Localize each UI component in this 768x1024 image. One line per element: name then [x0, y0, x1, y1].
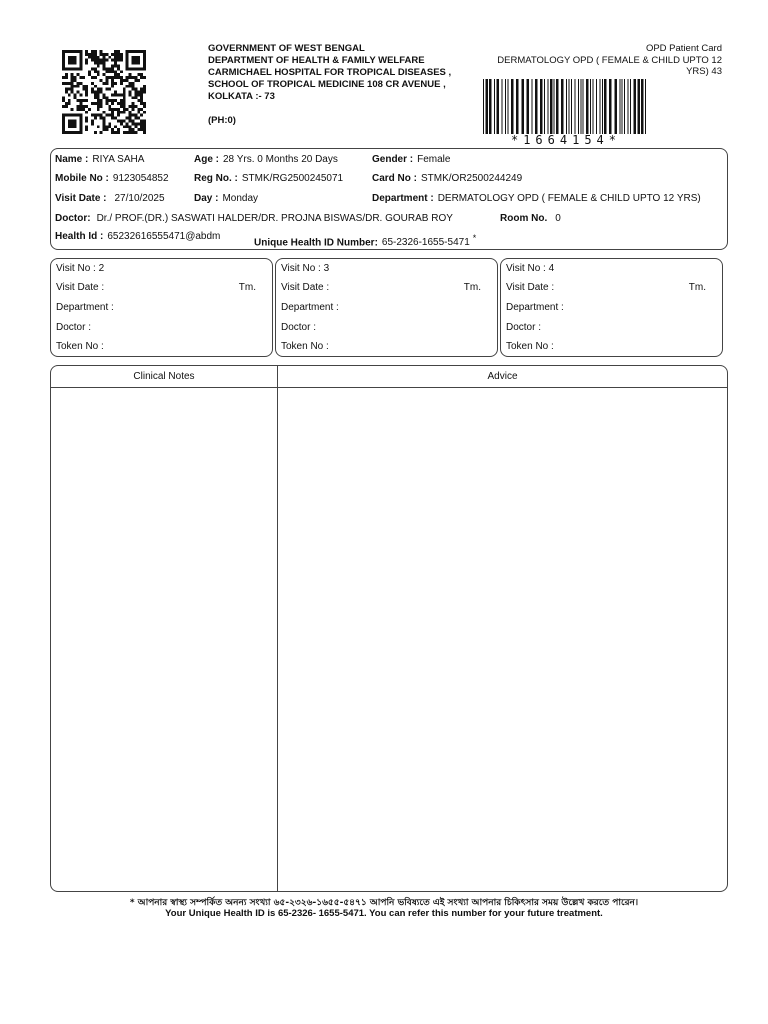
visit-date-row — [56, 282, 256, 293]
header-line: KOLKATA :- 73 — [208, 91, 275, 102]
barcode-bar — [580, 79, 581, 134]
patient-name: RIYA SAHA — [92, 154, 145, 165]
barcode-bar — [634, 79, 637, 134]
uhid-mark: * — [472, 233, 477, 243]
barcode-bar — [497, 79, 500, 134]
visit-box-2 — [50, 258, 273, 357]
advice-heading: Advice — [487, 371, 518, 382]
barcode-bar — [505, 79, 506, 134]
reg-label: Reg No. : — [194, 173, 238, 184]
barcode-bar — [540, 79, 543, 134]
visit-time: Tm. — [463, 282, 481, 293]
patient-uhid: 65-2326-1655-5471 — [381, 237, 470, 249]
notes-column-divider — [277, 366, 278, 891]
footer-english: Your Unique Health ID is 65-2326- 1655-5471. You can refer this number for your future treatment. — [165, 908, 603, 919]
barcode-bar — [554, 79, 555, 134]
age-label: Age : — [194, 154, 219, 165]
barcode-bar — [637, 79, 640, 134]
health-id-label: Health Id : — [55, 231, 104, 242]
barcode-bar — [614, 79, 617, 134]
hospital-header — [208, 43, 478, 127]
barcode-bar — [624, 79, 625, 134]
barcode-bar — [641, 79, 644, 134]
room-field — [500, 213, 561, 224]
visit-date-field — [55, 193, 165, 204]
card-field — [372, 173, 522, 184]
barcode-bar — [586, 79, 589, 134]
day-field — [194, 193, 258, 204]
barcode-bar — [494, 79, 495, 134]
mobile-label: Mobile No : — [55, 173, 109, 184]
barcode-bar — [548, 79, 549, 134]
visit-time: Tm. — [688, 282, 706, 293]
barcode-bar — [604, 79, 607, 134]
visit-department: Department : — [506, 302, 564, 313]
name-label: Name : — [55, 154, 89, 165]
barcode-bar — [628, 79, 629, 134]
barcode-bar — [622, 79, 623, 134]
patient-gender: Female — [417, 154, 451, 165]
barcode-bar — [561, 79, 564, 134]
barcode-bar — [511, 79, 513, 134]
visit-doctor: Doctor : — [506, 322, 542, 333]
header-phone: (PH:0) — [208, 115, 236, 126]
qr-code — [62, 50, 146, 134]
department-label: Department : — [372, 193, 434, 204]
visit-no: Visit No : 4 — [506, 263, 555, 274]
barcode-bar — [566, 79, 567, 134]
visit-box-4 — [500, 258, 723, 357]
barcode-bar — [556, 79, 559, 134]
visit-doctor: Doctor : — [281, 322, 317, 333]
uhid-label: Unique Health ID Number: — [254, 237, 378, 249]
visit-box-3 — [275, 258, 498, 357]
reg-field — [194, 173, 343, 184]
patient-health-id: 65232616555471@abdm — [107, 231, 221, 242]
visit-date: Visit Date : — [281, 282, 330, 293]
patient-day: Monday — [222, 193, 259, 204]
barcode — [482, 79, 650, 134]
card-department-line: DERMATOLOGY OPD ( FEMALE & CHILD UPTO 12 — [497, 54, 722, 66]
barcode-text: *1664154* — [510, 133, 622, 147]
visit-no: Visit No : 3 — [281, 263, 330, 274]
age-field — [194, 154, 338, 165]
notes-header-divider — [51, 387, 727, 388]
header-line: DEPARTMENT OF HEALTH & FAMILY WELFARE — [208, 55, 425, 66]
barcode-bar — [544, 79, 545, 134]
uhid-field — [254, 233, 476, 248]
barcode-bar — [535, 79, 538, 134]
doctor-label: Doctor: — [55, 213, 91, 224]
health-id-field — [55, 231, 220, 242]
advice-area[interactable] — [279, 389, 726, 890]
card-type: OPD Patient Card — [645, 43, 722, 54]
department-field — [372, 193, 701, 204]
visit-token: Token No : — [56, 341, 104, 352]
visit-doctor: Doctor : — [56, 322, 92, 333]
name-field — [55, 154, 144, 165]
patient-reg: STMK/RG2500245071 — [241, 173, 344, 184]
barcode-bar — [483, 79, 484, 134]
barcode-bar — [574, 79, 575, 134]
patient-doctor: Dr./ PROF.(DR.) SASWATI HALDER/DR. PROJNA BISWAS/DR. GOURAB ROY — [96, 213, 453, 224]
barcode-bar — [600, 79, 601, 134]
gender-label: Gender : — [372, 154, 414, 165]
mobile-field — [55, 173, 169, 184]
barcode-bar — [571, 79, 572, 134]
barcode-bar — [592, 79, 593, 134]
barcode-bar — [645, 79, 646, 134]
visit-date: Visit Date : — [506, 282, 555, 293]
barcode-bar — [596, 79, 597, 134]
visit-token: Token No : — [281, 341, 329, 352]
barcode-bar — [590, 79, 591, 134]
barcode-bar — [569, 79, 570, 134]
patient-info-box — [50, 148, 728, 250]
barcode-bar — [583, 79, 584, 134]
header-line: GOVERNMENT OF WEST BENGAL — [208, 43, 365, 54]
visit-token: Token No : — [506, 341, 554, 352]
barcode-bar — [578, 79, 579, 134]
barcode-bar — [532, 79, 533, 134]
barcode-bar — [485, 79, 488, 134]
barcode-bar — [502, 79, 503, 134]
barcode-bar — [609, 79, 612, 134]
visit-department: Department : — [281, 302, 339, 313]
card-label: Card No : — [372, 173, 417, 184]
room-label: Room No. — [500, 213, 548, 224]
gender-field — [372, 154, 450, 165]
visit-time: Tm. — [238, 282, 256, 293]
barcode-bar — [508, 79, 509, 134]
visit-department: Department : — [56, 302, 114, 313]
barcode-bar — [526, 79, 529, 134]
patient-department: DERMATOLOGY OPD ( FEMALE & CHILD UPTO 12 YRS) — [437, 193, 701, 204]
barcode-bar — [521, 79, 524, 134]
footer-bengali: * আপনার স্বাস্থ্য সম্পর্কিত অনন্য সংখ্যা ৬৫-২৩২৬-১৬৫৫-৫৪৭১ আপনি ভবিষ্যতে এই সংখ্যা আপনার চিকিৎসার সময় উল্লেখ করতে পারেন। — [129, 898, 639, 908]
clinical-notes-heading: Clinical Notes — [133, 371, 195, 382]
doctor-field — [55, 213, 453, 224]
patient-age: 28 Yrs. 0 Months 20 Days — [223, 154, 338, 165]
barcode-bar — [489, 79, 492, 134]
visit-date-row — [281, 282, 481, 293]
barcode-bar — [516, 79, 519, 134]
patient-room: 0 — [555, 213, 561, 224]
day-label: Day : — [194, 193, 219, 204]
visit-date-label: Visit Date : — [55, 193, 107, 204]
patient-visit-date: 27/10/2025 — [114, 193, 165, 204]
notes-box — [50, 365, 728, 892]
barcode-bar — [630, 79, 631, 134]
clinical-notes-area[interactable] — [52, 389, 276, 890]
visit-date: Visit Date : — [56, 282, 105, 293]
card-department-line: YRS) 43 — [686, 66, 722, 77]
visit-date-row — [506, 282, 706, 293]
card-header — [482, 43, 722, 78]
barcode-bar — [550, 79, 553, 134]
barcode-bar — [602, 79, 603, 134]
header-line: SCHOOL OF TROPICAL MEDICINE 108 CR AVENUE , — [208, 79, 446, 90]
visit-no: Visit No : 2 — [56, 263, 105, 274]
patient-mobile: 9123054852 — [112, 173, 169, 184]
barcode-bar — [619, 79, 620, 134]
header-line: CARMICHAEL HOSPITAL FOR TROPICAL DISEASES , — [208, 67, 452, 78]
patient-card: STMK/OR2500244249 — [421, 173, 523, 184]
